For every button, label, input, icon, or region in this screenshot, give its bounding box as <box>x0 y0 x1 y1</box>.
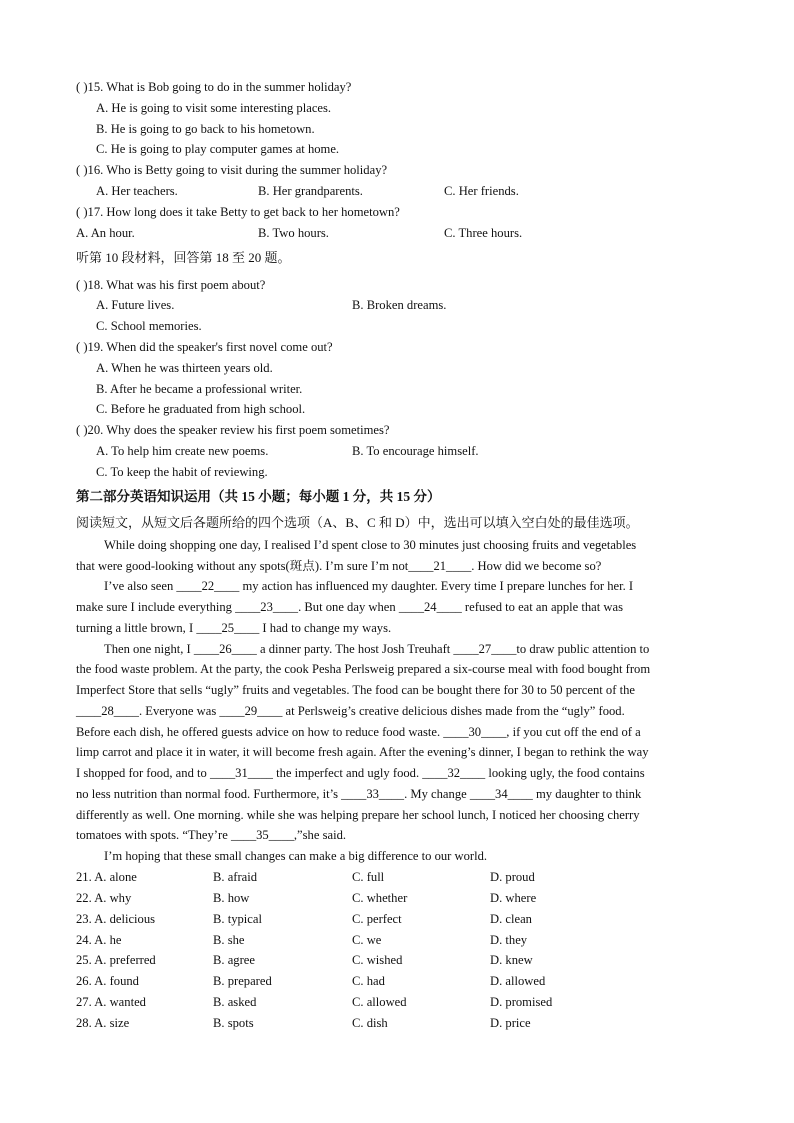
option-26-b: B. prepared <box>213 974 272 988</box>
option-21-b: B. afraid <box>213 870 258 884</box>
listening-instruction-10: 听第 10 段材料，回答第 18 至 20 题。 <box>76 250 291 265</box>
passage-line: Before each dish, he offered guests advice on how to reduce food waste. ____30____, if you cut off the end of a <box>76 725 641 739</box>
option-22-d: D. where <box>490 891 537 905</box>
option-28-d: D. price <box>490 1016 531 1030</box>
question-17-option-c: C. Three hours. <box>444 226 523 240</box>
question-17-option-b: B. Two hours. <box>258 226 329 240</box>
question-15-stem: ( )15. What is Bob going to do in the summer holiday? <box>76 80 352 94</box>
passage-line: Then one night, I ____26____ a dinner party. The host Josh Treuhaft ____27____to draw public attention to <box>104 642 650 656</box>
question-16-option-c: C. Her friends. <box>444 184 519 198</box>
question-20-stem: ( )20. Why does the speaker review his first poem sometimes? <box>76 423 390 437</box>
option-24-d: D. they <box>490 933 528 947</box>
option-21-c: C. full <box>352 870 385 884</box>
option-25-d: D. knew <box>490 953 533 967</box>
option-23-c: C. perfect <box>352 912 402 926</box>
option-23-d: D. clean <box>490 912 532 926</box>
question-20-option-a: A. To help him create new poems. <box>96 444 269 458</box>
question-19-option-c: C. Before he graduated from high school. <box>96 402 306 416</box>
question-15-option-c: C. He is going to play computer games at home. <box>96 142 340 156</box>
option-23-b: B. typical <box>213 912 262 926</box>
option-24-a: 24. A. he <box>76 933 122 947</box>
option-24-b: B. she <box>213 933 245 947</box>
passage-line: I’ve also seen ____22____ my action has influenced my daughter. Every time I prepare lunches for her. I <box>104 579 634 593</box>
option-22-b: B. how <box>213 891 250 905</box>
question-19-option-b: B. After he became a professional writer. <box>96 382 303 396</box>
option-25-b: B. agree <box>213 953 255 967</box>
option-26-a: 26. A. found <box>76 974 139 988</box>
question-18-stem: ( )18. What was his first poem about? <box>76 278 266 292</box>
question-18-option-b: B. Broken dreams. <box>352 298 447 312</box>
part2-instruction: 阅读短文，从短文后各题所给的四个选项（A、B、C 和 D）中，选出可以填入空白处的最佳选项。 <box>76 515 639 530</box>
question-16-option-b: B. Her grandparents. <box>258 184 363 198</box>
passage-line: that were good-looking without any spots(斑点). I’m sure I’m not____21____. How did we become so? <box>76 559 602 573</box>
passage-line: I shopped for food, and to ____31____ the imperfect and ugly food. ____32____ looking ugly, the food contains <box>76 766 645 780</box>
question-16-option-a: A. Her teachers. <box>96 184 178 198</box>
option-27-a: 27. A. wanted <box>76 995 146 1009</box>
option-23-a: 23. A. delicious <box>76 912 156 926</box>
passage-line: differently as well. One morning. while she was helping prepare her school lunch, I noticed her choosing cherry <box>76 808 640 822</box>
passage-line: limp carrot and place it in water, it will become fresh again. After the evening’s dinner, I began to rethink the way <box>76 745 649 759</box>
option-26-c: C. had <box>352 974 385 988</box>
passage-line: Imperfect Store that sells “ugly” fruits and vegetables. The food can be bought there for 30 to 50 percent of the <box>76 683 635 697</box>
passage-line: turning a little brown, I ____25____ I had to change my ways. <box>76 621 392 635</box>
question-16-stem: ( )16. Who is Betty going to visit during the summer holiday? <box>76 163 388 177</box>
option-25-c: C. wished <box>352 953 403 967</box>
question-20-option-b: B. To encourage himself. <box>352 444 479 458</box>
question-19-stem: ( )19. When did the speaker's first novel come out? <box>76 340 333 354</box>
option-28-a: 28. A. size <box>76 1016 130 1030</box>
option-27-b: B. asked <box>213 995 257 1009</box>
question-17-stem: ( )17. How long does it take Betty to get back to her hometown? <box>76 205 400 219</box>
passage-line: tomatoes with spots. “They’re ____35____,”she said. <box>76 828 347 842</box>
option-21-d: D. proud <box>490 870 535 884</box>
passage-line: I’m hoping that these small changes can make a big difference to our world. <box>104 849 488 863</box>
question-18-option-c: C. School memories. <box>96 319 202 333</box>
part2-heading: 第二部分英语知识运用（共 15 小题；每小题 1 分，共 15 分） <box>76 489 441 504</box>
option-21-a: 21. A. alone <box>76 870 137 884</box>
option-28-b: B. spots <box>213 1016 254 1030</box>
passage-line: ____28____. Everyone was ____29____ at Perlsweig’s creative delicious dishes made from the “ugly” food. <box>76 704 625 718</box>
option-27-c: C. allowed <box>352 995 407 1009</box>
question-20-option-c: C. To keep the habit of reviewing. <box>96 465 268 479</box>
question-17-option-a: A. An hour. <box>76 226 135 240</box>
option-22-a: 22. A. why <box>76 891 132 905</box>
option-22-c: C. whether <box>352 891 408 905</box>
passage-line: make sure I include everything ____23____. But one day when ____24____ refused to eat an apple that was <box>76 600 623 614</box>
question-18-option-a: A. Future lives. <box>96 298 175 312</box>
option-26-d: D. allowed <box>490 974 546 988</box>
question-19-option-a: A. When he was thirteen years old. <box>96 361 273 375</box>
option-25-a: 25. A. preferred <box>76 953 156 967</box>
option-28-c: C. dish <box>352 1016 388 1030</box>
passage-line: no less nutrition than normal food. Furthermore, it’s ____33____. My change ____34____ my daughter to think <box>76 787 642 801</box>
question-15-option-a: A. He is going to visit some interesting places. <box>96 101 332 115</box>
option-24-c: C. we <box>352 933 382 947</box>
option-27-d: D. promised <box>490 995 553 1009</box>
question-15-option-b: B. He is going to go back to his hometown. <box>96 122 315 136</box>
passage-line: While doing shopping one day, I realised I’d spent close to 30 minutes just choosing fruits and vegetables <box>104 538 637 552</box>
passage-line: the food waste problem. At the party, the cook Pesha Perlsweig prepared a six-course meal with food bought from <box>76 662 651 676</box>
